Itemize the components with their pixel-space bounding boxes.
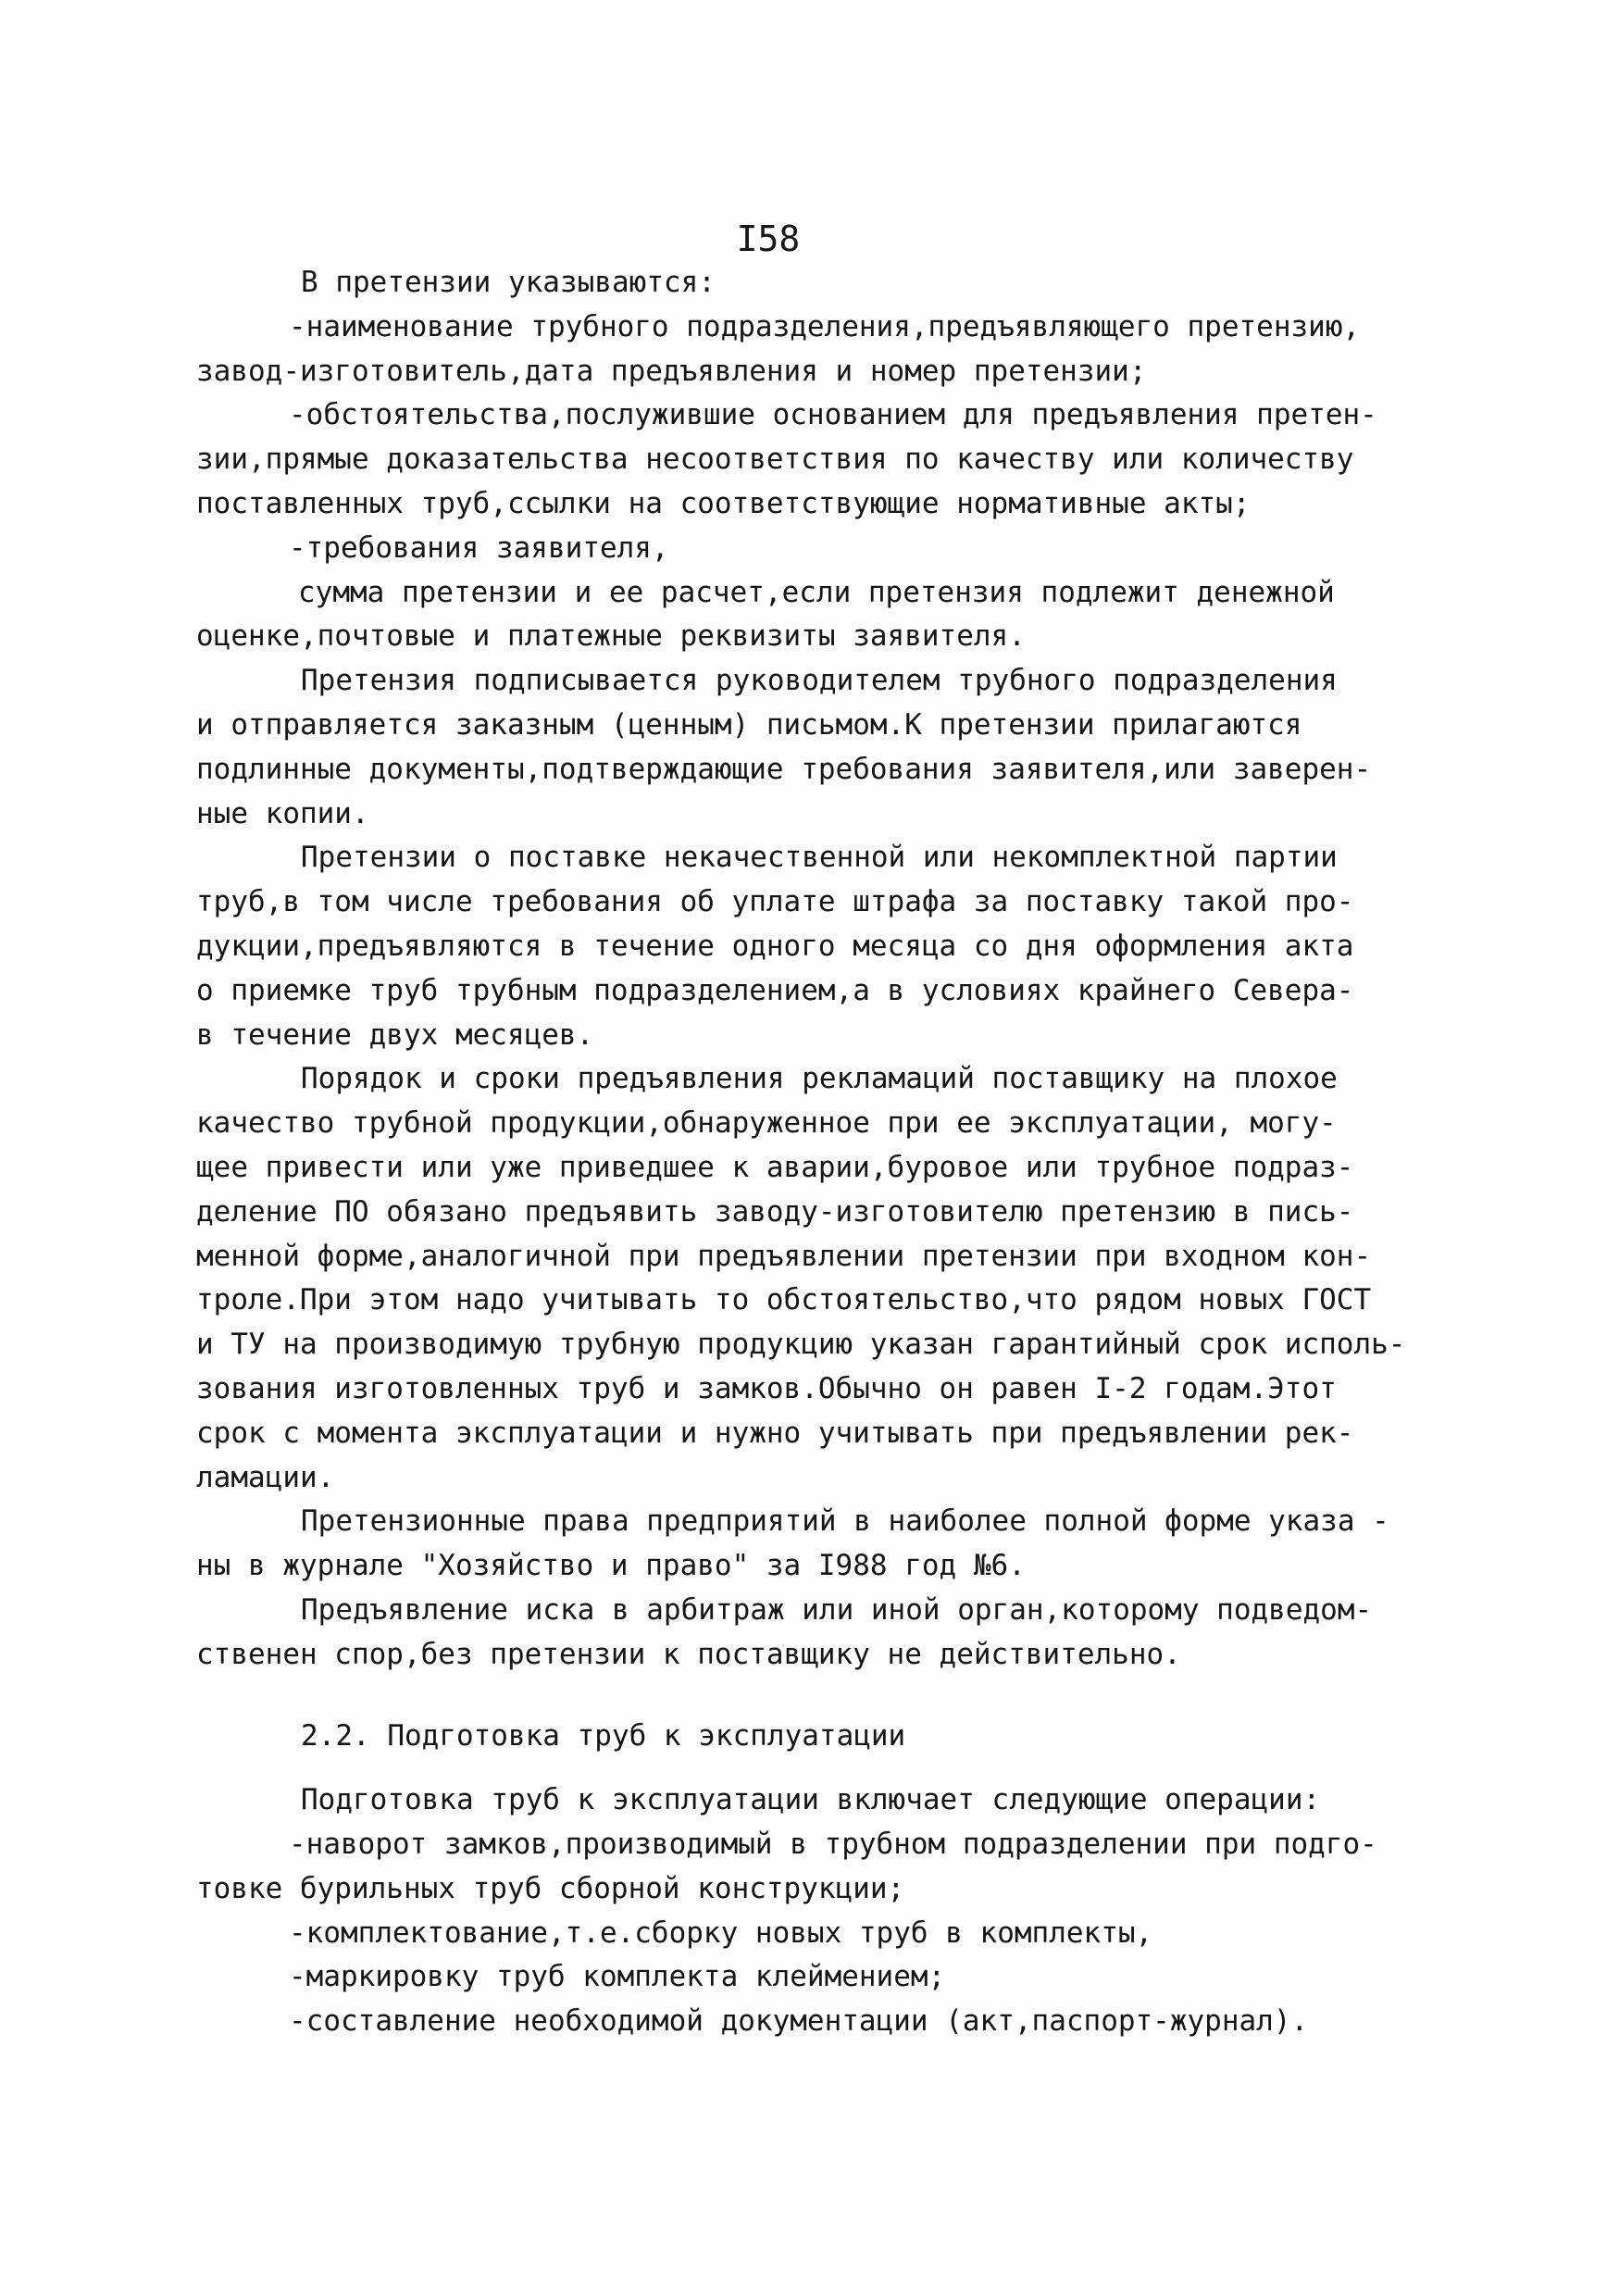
text-line: деление ПО обязано предъявить заводу-изготовителю претензию в пись- [196, 1194, 1354, 1229]
text-line: дукции,предъявляются в течение одного месяца со дня оформления акта [196, 929, 1354, 963]
text-line: зии,прямые доказательства несоответствия по качеству или количеству [196, 443, 1354, 477]
text-line: -обстоятельства,послужившие основанием для предъявления претен- [289, 398, 1377, 432]
text-line: -наворот замков,производимый в трубном подразделении при подго- [289, 1828, 1377, 1862]
text-line: поставленных труб,ссылки на соответствующие нормативные акты; [196, 486, 1251, 520]
text-line: ные копии. [196, 796, 369, 830]
text-line: -наименование трубного подразделения,предъявляющего претензию, [289, 309, 1361, 343]
text-line: качество трубной продукции,обнаруженное при ее эксплуатации, могу- [196, 1106, 1337, 1141]
text-line: труб,в том числе требования об уплате штрафа за поставку такой про- [196, 885, 1354, 919]
text-line: оценке,почтовые и платежные реквизиты заявителя. [196, 619, 1026, 654]
text-line: товке бурильных труб сборной конструкции; [196, 1871, 905, 1905]
text-line: сумма претензии и ее расчет,если претензия подлежит денежной [298, 575, 1335, 609]
text-line: -требования заявителя, [289, 530, 669, 565]
text-line: Претензия подписывается руководителем трубного подразделения [301, 664, 1338, 698]
text-line: менной форме,аналогичной при предъявлении претензии при входном кон- [196, 1239, 1372, 1273]
text-line: Подготовка труб к эксплуатации включает следующие операции: [301, 1783, 1321, 1817]
section-text [196, 1778, 1474, 2044]
text-line: подлинные документы,подтверждающие требования заявителя,или заверен- [196, 752, 1372, 786]
text-line: завод-изготовитель,дата предъявления и номер претензии; [196, 354, 1147, 388]
text-line: -составление необходимой документации (акт,паспорт-журнал). [289, 2004, 1309, 2039]
text-line: Порядок и сроки предъявления рекламаций поставщику на плохое [301, 1062, 1338, 1096]
text-line: Претензии о поставке некачественной или некомплектной партии [301, 841, 1338, 875]
main-text [196, 261, 1474, 1678]
text-line: в течение двух месяцев. [196, 1017, 594, 1052]
text-line: щее привести или уже приведшее к аварии,буровое или трубное подраз- [196, 1150, 1354, 1184]
text-line: и отправляется заказным (ценным) письмом.К претензии прилагаются [196, 707, 1302, 742]
text-line: -комплектование,т.е.сборку новых труб в комплекты, [289, 1915, 1153, 1950]
text-line: ламации. [196, 1460, 335, 1494]
section-heading: 2.2. Подготовка труб к эксплуатации [301, 1718, 906, 1753]
text-line: Претензионные права предприятий в наиболее полной форме указа - [301, 1504, 1389, 1539]
text-line: -маркировку труб комплекта клеймением; [289, 1960, 946, 1994]
text-line: ственен спор,без претензии к поставщику не действительно. [196, 1637, 1181, 1671]
page-number: I58 [736, 218, 801, 259]
text-line: о приемке труб трубным подразделением,а в условиях крайнего Севера- [196, 973, 1354, 1007]
text-line: троле.При этом надо учитывать то обстоятельство,что рядом новых ГОСТ [196, 1283, 1372, 1317]
text-line: и ТУ на производимую трубную продукцию указан гарантийный срок исполь- [196, 1328, 1406, 1362]
text-line: Предъявление иска в арбитраж или иной орган,которому подведом- [301, 1592, 1373, 1627]
text-line: зования изготовленных труб и замков.Обычно он равен I-2 годам.Этот [196, 1371, 1337, 1405]
text-line: срок с момента эксплуатации и нужно учитывать при предъявлении рек- [196, 1416, 1354, 1450]
text-line: В претензии указываются: [301, 266, 716, 299]
document-body [196, 261, 1474, 2044]
text-line: ны в журнале "Хозяйство и право" за I988 год №6. [196, 1549, 1026, 1583]
